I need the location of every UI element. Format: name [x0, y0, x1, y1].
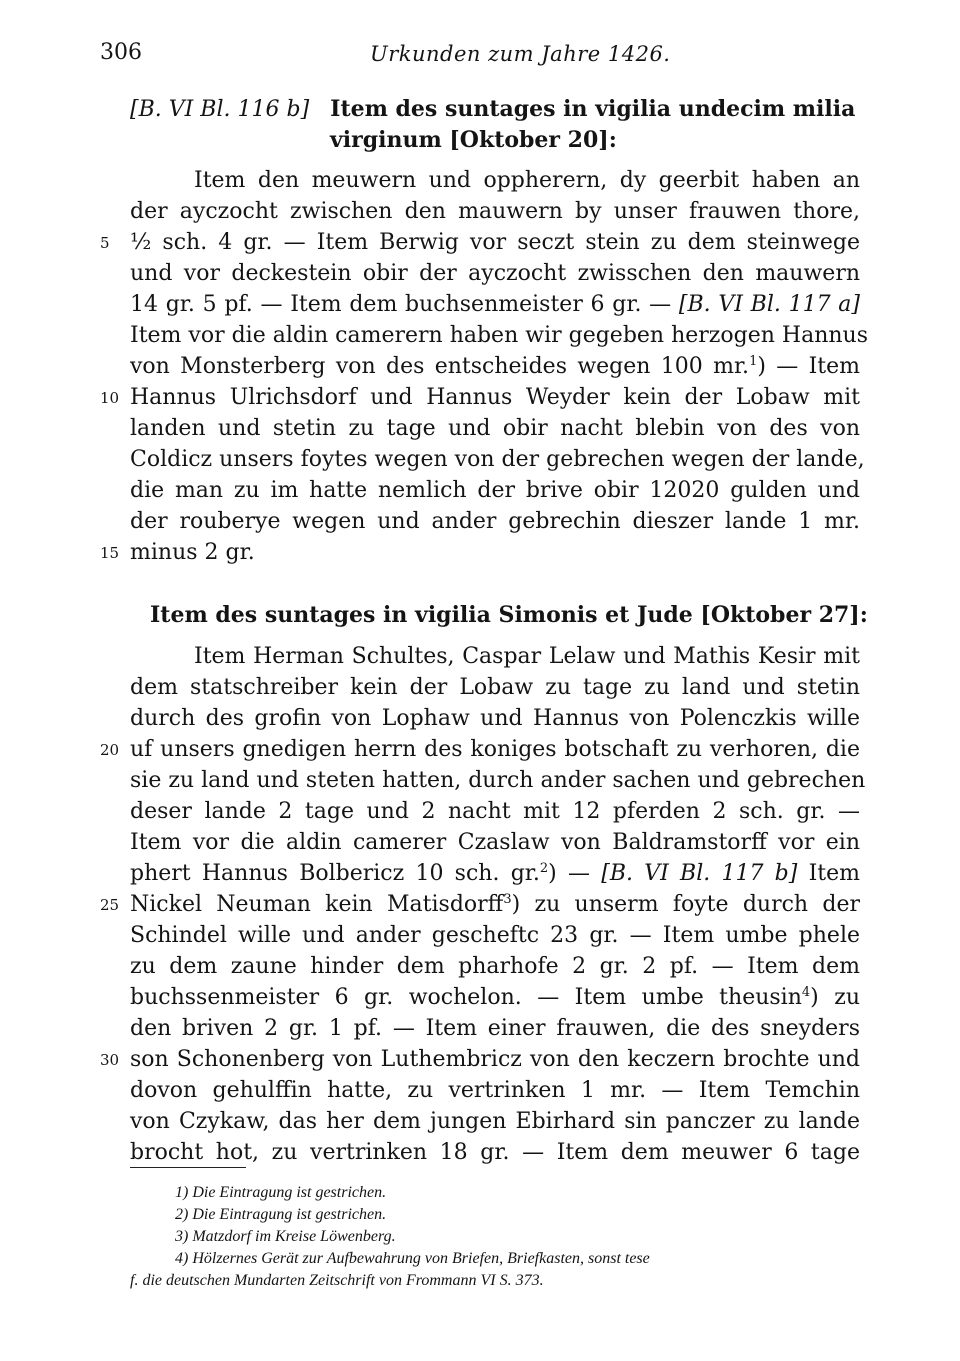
text-segment: buchssenmeister 6 gr. wochelon. — Item umbe theusin [130, 985, 802, 1010]
folio-reference: [B. VI Bl. 117 b] [601, 861, 798, 886]
text-segment: von Monsterberg von des entscheides wegen 100 mr. [130, 354, 750, 379]
line-number: 5 [100, 234, 110, 252]
running-title: Urkunden zum Jahre 1426. [370, 42, 671, 66]
footnote-mark: 1) [175, 1184, 189, 1201]
footnote-ref: 4 [801, 985, 811, 1000]
text-line [130, 289, 860, 320]
text-line [130, 351, 860, 382]
text-line: der rouberye wegen und ander gebrechin dieszer lande 1 mr. [130, 509, 860, 534]
footnote-mark: 2) [175, 1206, 189, 1223]
text-segment: ) zu [810, 985, 860, 1010]
text-segment: ) — Item [757, 354, 861, 379]
text-segment: 14 gr. 5 pf. — Item dem buchsenmeister 6 gr. — [130, 292, 672, 317]
text-line: von Czykaw, das her dem jungen Ebirhard sin panczer zu lande [130, 1109, 860, 1134]
text-line: Schindel wille und ander gescheftc 23 gr. — Item umbe phele [130, 923, 860, 948]
footnote-4-continuation: f. die deutschen Mundarten Zeitschrift von Frommann VI S. 373. [130, 1272, 544, 1289]
line-number: 20 [100, 741, 120, 759]
page-number: 306 [100, 40, 142, 65]
footnote-ref: 1 [749, 354, 758, 369]
text-segment: Nickel Neuman kein Matisdorff [130, 892, 504, 917]
text-segment: phert Hannus Bolbericz 10 sch. gr. [130, 861, 540, 886]
text-line: die man zu im hatte nemlich der brive obir 12020 gulden und [130, 478, 860, 503]
text-line: und vor deckestein obir der ayczocht zwisschen den mauwern [130, 261, 860, 286]
entry-heading: Item des suntages in vigilia Simonis et Jude [Oktober 27]: [150, 602, 868, 628]
text-line [130, 889, 860, 920]
text-line: uf unsers gnedigen herrn des koniges botschaft zu verhoren, die [130, 737, 860, 762]
text-segment: ) — [548, 861, 590, 886]
folio-reference: [B. VI Bl. 116 b] [130, 97, 310, 122]
footnote-2 [175, 1204, 860, 1226]
entry-heading-line-1 [130, 94, 860, 125]
text-line: deser lande 2 tage und 2 nacht mit 12 pferden 2 sch. gr. — [130, 799, 860, 824]
footnote-mark: 4) [175, 1250, 189, 1267]
text-line: Item Herman Schultes, Caspar Lelaw und Mathis Kesir mit [194, 644, 860, 669]
footnote-rule [130, 1167, 246, 1168]
text-line: Coldicz unsers foytes wegen von der gebrechen wegen der lande, [130, 447, 865, 472]
text-line: Item vor die aldin camerern haben wir gegeben herzogen Hannus [130, 323, 868, 348]
text-line: den briven 2 gr. 1 pf. — Item einer frauwen, die des sneyders [130, 1016, 860, 1041]
footnote-ref: 3 [503, 892, 512, 907]
text-line: brocht hot, zu vertrinken 18 gr. — Item dem meuwer 6 tage [130, 1140, 860, 1165]
text-line: Hannus Ulrichsdorf und Hannus Weyder kein der Lobaw mit [130, 385, 860, 410]
text-line: Item vor die aldin camerer Czaslaw von Baldramstorff vor ein [130, 830, 860, 855]
footnote-text: Hölzernes Gerät zur Aufbewahrung von Briefen, Briefkasten, sonst tese [192, 1250, 650, 1267]
footnote-1 [175, 1182, 860, 1204]
footnote-3 [175, 1226, 860, 1248]
text-line: dem statschreiber kein der Lobaw zu tage zu land und stetin [130, 675, 860, 700]
footnote-4 [175, 1248, 860, 1270]
entry-heading-line-2: virginum [Oktober 20]: [330, 127, 617, 153]
text-line: minus 2 gr. [130, 540, 255, 565]
text-segment: ) zu unserm foyte durch der [511, 892, 860, 917]
text-line: zu dem zaune hinder dem pharhofe 2 gr. 2 pf. — Item dem [130, 954, 860, 979]
line-number: 10 [100, 389, 120, 407]
folio-reference: [B. VI Bl. 117 a] [678, 292, 860, 317]
line-number: 30 [100, 1051, 120, 1069]
text-line: landen und stetin zu tage und obir nacht blebin von des von [130, 416, 860, 441]
footnote-text: Die Eintragung ist gestrichen. [192, 1184, 387, 1201]
footnote-mark: 3) [175, 1228, 189, 1245]
text-line: ½ sch. 4 gr. — Item Berwig vor seczt stein zu dem steinwege [130, 230, 860, 255]
text-line [130, 858, 860, 889]
entry-heading: Item des suntages in vigilia undecim milia [330, 96, 856, 122]
line-number: 25 [100, 896, 120, 914]
text-line: son Schonenberg von Luthembricz von den keczern brochte und [130, 1047, 860, 1072]
text-line: Item den meuwern und oppherern, dy geerbit haben an [194, 168, 860, 193]
text-line [130, 982, 860, 1013]
text-line: sie zu land und steten hatten, durch ander sachen und gebrechen [130, 768, 866, 793]
page-header [100, 40, 860, 70]
line-number: 15 [100, 544, 120, 562]
text-line: durch des grofin von Lophaw und Hannus von Polenczkis wille [130, 706, 860, 731]
footnote-text: Die Eintragung ist gestrichen. [192, 1206, 387, 1223]
text-line: dovon gehulffin hatte, zu vertrinken 1 mr. — Item Temchin [130, 1078, 860, 1103]
text-segment: Item [808, 861, 861, 886]
footnote-ref: 2 [539, 861, 549, 876]
footnote-text: Matzdorf im Kreise Löwenberg. [192, 1228, 396, 1245]
text-line: der ayczocht zwischen den mauwern by unser frauwen thore, [130, 199, 860, 224]
